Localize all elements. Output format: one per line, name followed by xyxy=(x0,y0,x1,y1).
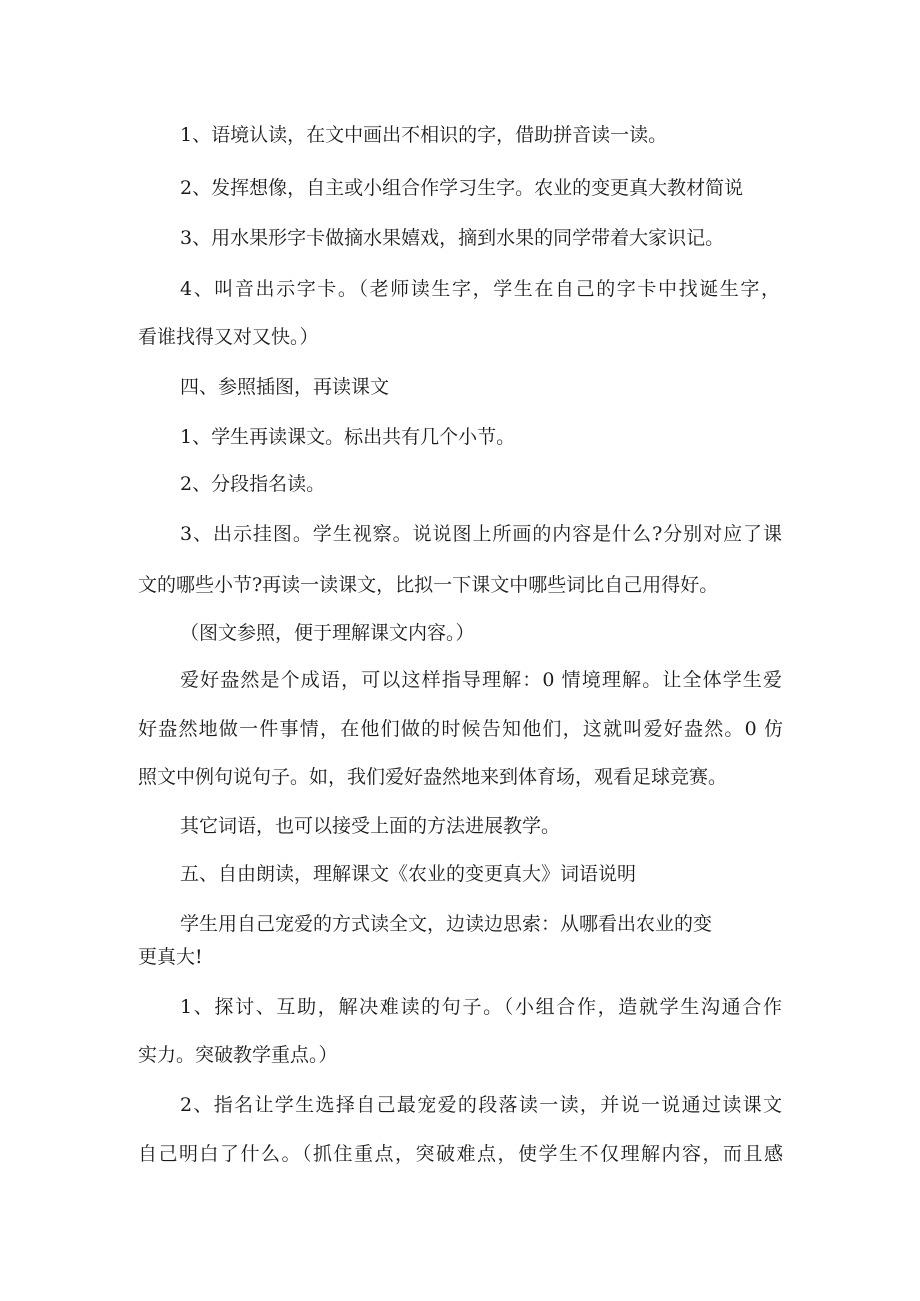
paragraph-13-line-2: 更真大! xyxy=(138,946,203,968)
paragraph-9-line-1: （图文参照，便于理解课文内容。） xyxy=(180,622,475,644)
paragraph-14-line-1: 1、探讨、互助，解决难读的句子。（小组合作，造就学生沟通合作 xyxy=(180,996,782,1018)
paragraph-14-line-2: 实力。突破教学重点。） xyxy=(138,1044,338,1066)
paragraph-1-line-1: 1、语境认读，在文中画出不相识的字，借助拼音读一读。 xyxy=(180,124,668,146)
paragraph-7-line-1: 2、分段指名读。 xyxy=(180,473,326,495)
paragraph-8-line-1: 3、出示挂图。学生视察。说说图上所画的内容是什么?分别对应了课 xyxy=(180,523,782,545)
section-heading-4: 四、参照插图，再读课文 xyxy=(180,376,390,398)
paragraph-13-line-1: 学生用自己宠爱的方式读全文，边读边思索：从哪看出农业的变 xyxy=(180,913,713,935)
paragraph-11-line-1: 其它词语，也可以接受上面的方法进展教学。 xyxy=(180,815,561,837)
paragraph-15-line-2: 自己明白了什么。（抓住重点，突破难点，使学生不仅理解内容，而且感 xyxy=(138,1143,783,1165)
paragraph-10-line-3: 照文中例句说句子。如，我们爱好盎然地来到体育场，观看足球竞赛。 xyxy=(138,766,728,788)
paragraph-4-line-2: 看谁找得又对又快。） xyxy=(138,326,319,348)
section-heading-5: 五、自由朗读，理解课文《农业的变更真大》词语说明 xyxy=(180,863,637,885)
paragraph-15-line-1: 2、指名让学生选择自己最宠爱的段落读一读，并说一说通过读课文 xyxy=(180,1094,782,1116)
paragraph-10-line-1: 爱好盎然是个成语，可以这样指导理解：0 情境理解。让全体学生爱 xyxy=(180,669,782,691)
paragraph-4-line-1: 4、叫音出示字卡。（老师读生字，学生在自己的字卡中找诞生字， xyxy=(180,278,780,300)
paragraph-10-line-2: 好盎然地做一件事情，在他们做的时候告知他们，这就叫爱好盎然。0 仿 xyxy=(138,718,783,740)
paragraph-2-line-1: 2、发挥想像，自主或小组合作学习生字。农业的变更真大教材简说 xyxy=(180,177,744,199)
paragraph-8-line-2: 文的哪些小节?再读一读课文，比拟一下课文中哪些词比自己用得好。 xyxy=(138,574,719,596)
paragraph-3-line-1: 3、用水果形字卡做摘水果嬉戏，摘到水果的同学带着大家识记。 xyxy=(180,227,725,249)
paragraph-6-line-1: 1、学生再读课文。标出共有几个小节。 xyxy=(180,426,516,448)
